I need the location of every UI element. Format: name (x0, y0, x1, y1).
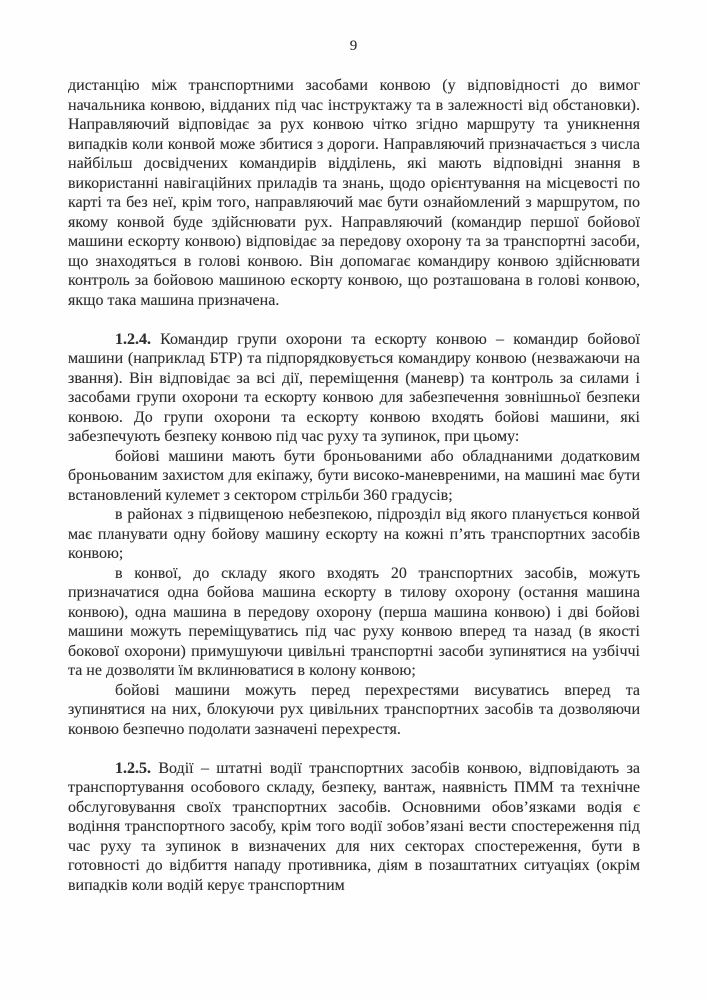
paragraph-text: бойові машини мають бути броньованими або обладнаними додатковим броньованим захистом для екіпажу, бути високо-маневреними, на машині має бути встановлений кулемет з сектором стрільби 360 градусів; (68, 447, 640, 504)
paragraph (68, 681, 640, 740)
paragraph-text: Водії – штатні водії транспортних засобів конвою, відповідають за транспортування особового складу, безпеку, вантаж, наявність ПММ та технічне обслуговування своїх транспортних засобів. Основними обов’язками водія є водіння транспортного засобу, крім того водії зобов’язані вести спостереження під час руху та зупинок в визначених для них секторах спостереження, бути в готовності до відбиття нападу противника, діям в позаштатних ситуаціях (окрім випадків коли водій керує транспортним (68, 759, 640, 894)
paragraph-text: в районах з підвищеною небезпекою, підрозділ від якого планується конвой має планувати одну бойову машину ескорту на кожні п’ять транспортних засобів конвою; (68, 506, 640, 562)
paragraph-text: в конвої, до складу якого входять 20 транспортних засобів, можуть призначатися одна бойова машина ескорту в тилову охорону (остання машина конвою), одна машина в передову охорону (перша машина конвою) і дві бойові машини можуть переміщуватись під час руху конвою вперед та назад (в якості бокової охорони) примушуючи цивільні транспортні засоби зупинятися на узбіччі та не дозволяти їм вклинюватися в колону конвою; (68, 564, 640, 679)
paragraph (68, 564, 640, 681)
paragraph (68, 76, 640, 310)
paragraph (68, 505, 640, 564)
paragraph (68, 759, 640, 896)
paragraph-number: 1.2.5. (115, 759, 151, 777)
paragraph-number: 1.2.4. (115, 330, 151, 348)
paragraph (68, 447, 640, 506)
page-number: 9 (349, 38, 358, 54)
document-body (68, 76, 640, 895)
paragraph-text: Командир групи охорони та ескорту конвою – командир бойової машини (наприклад БТР) та підпорядковується командиру конвою (незважаючи на звання). Він відповідає за всі дії, переміщення (маневр) та контроль за силами і засобами групи охорони та ескорту конвою для забезпечення зовнішньої безпеки конвою. До групи охорони та ескорту конвою входять бойові машини, які забезпечують безпеку конвою під час руху та зупинок, при цьому: (68, 330, 640, 445)
paragraph-text: бойові машини можуть перед перехрестями висуватись вперед та зупинятися на них, блокуючи рух цивільних транспортних засобів та дозволяючи конвою безпечно подолати зазначені перехрестя. (68, 681, 640, 738)
paragraph (68, 330, 640, 447)
paragraph-text: дистанцію між транспортними засобами конвою (у відповідності до вимог начальника конвою, відданих під час інструктажу та в залежності від обстановки). Направляючий відповідає за рух конвою чітко згідно маршруту та уникнення випадків коли конвой може збитися з дороги. Направляючий призначається з числа найбільш досвідчених командирів відділень, які мають відповідні знання в використанні навігаційних приладів та знань, щодо орієнтування на місцевості по карті та без неї, крім того, направляючий має бути ознайомлений з маршрутом, по якому конвой буде здійснювати рух. Направляючий (командир першої бойової машини ескорту конвою) відповідає за передову охорону та за транспортні засоби, що знаходяться в голові конвою. Він допомагає командиру конвою здійснювати контроль за бойовою машиною ескорту конвою, що розташована в голові конвою, якщо така машина призначена. (68, 77, 640, 309)
